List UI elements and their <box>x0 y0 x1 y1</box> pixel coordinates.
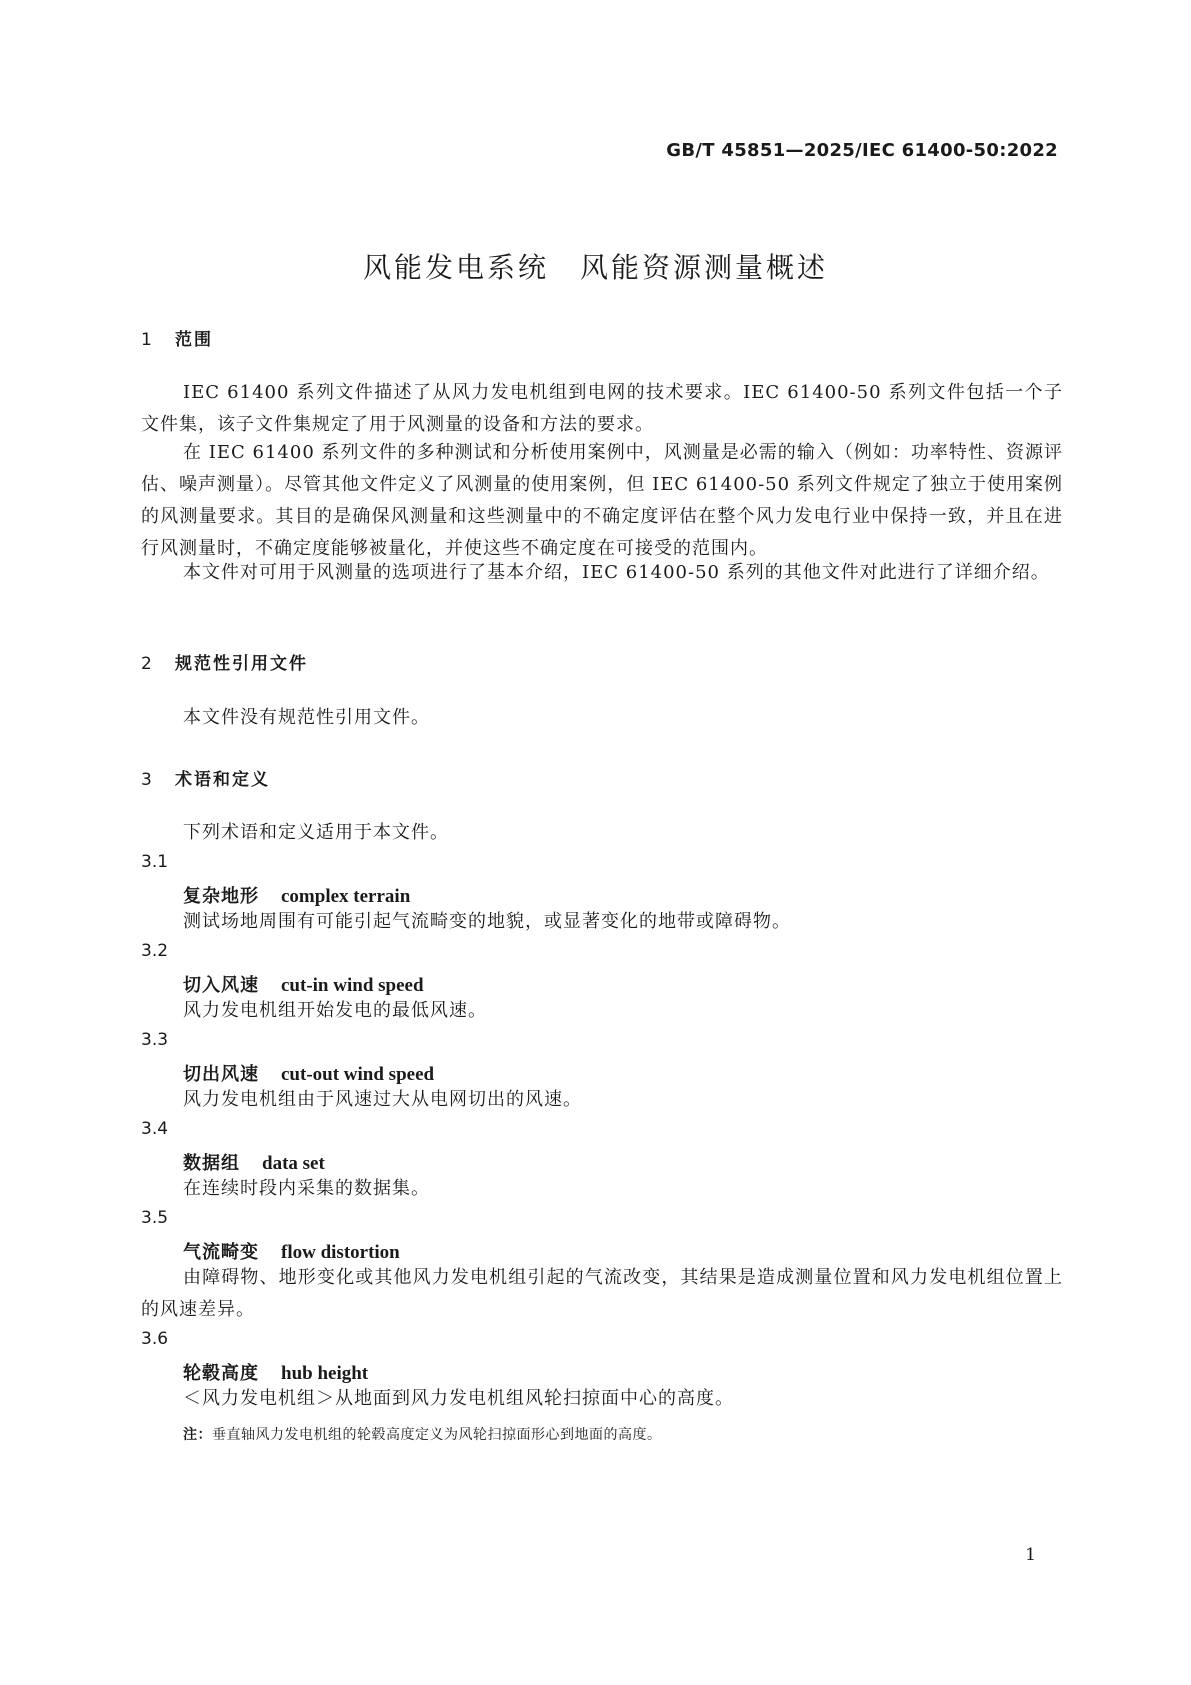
term-en: flow distortion <box>281 1242 400 1263</box>
term-definition: 在连续时段内采集的数据集。 <box>183 1178 430 1199</box>
section-number: 2 <box>141 654 154 674</box>
section-title: 规范性引用文件 <box>175 654 308 674</box>
term-entry <box>183 1359 368 1385</box>
term-number: 3.5 <box>141 1208 169 1228</box>
term-entry <box>183 1060 434 1086</box>
scope-paragraph: 本文件对可用于风测量的选项进行了基本介绍，IEC 61400-50 系列的其他文件对此进行了详细介绍。 <box>183 562 1050 583</box>
term-en: hub height <box>281 1363 369 1384</box>
section-title: 术语和定义 <box>175 770 270 790</box>
section-number: 3 <box>141 770 154 790</box>
term-en: data set <box>262 1153 325 1174</box>
term-number: 3.2 <box>141 941 169 961</box>
section-heading-scope <box>141 325 213 350</box>
term-number: 3.1 <box>141 852 169 872</box>
term-note <box>183 1424 662 1444</box>
note-text: 垂直轴风力发电机组的轮毂高度定义为风轮扫掠面形心到地面的高度。 <box>212 1427 662 1443</box>
term-en: cut-out wind speed <box>281 1064 435 1085</box>
standard-code: GB/T 45851—2025/IEC 61400-50:2022 <box>666 140 1058 161</box>
term-en: cut-in wind speed <box>281 975 424 996</box>
section-number: 1 <box>141 330 154 350</box>
normative-references-paragraph: 本文件没有规范性引用文件。 <box>183 707 430 728</box>
term-entry <box>183 1149 325 1175</box>
term-definition: 风力发电机组由于风速过大从电网切出的风速。 <box>183 1089 582 1110</box>
note-label: 注： <box>183 1427 212 1443</box>
term-entry <box>183 971 424 997</box>
terms-intro: 下列术语和定义适用于本文件。 <box>183 822 449 843</box>
term-number: 3.6 <box>141 1329 169 1349</box>
term-number: 3.4 <box>141 1119 169 1139</box>
term-en: complex terrain <box>281 886 411 907</box>
term-entry <box>183 1238 400 1264</box>
term-definition: 测试场地周围有可能引起气流畸变的地貌，或显著变化的地带或障碍物。 <box>183 911 791 932</box>
term-zh: 轮毂高度 <box>183 1363 259 1384</box>
term-entry <box>183 882 410 908</box>
term-zh: 数据组 <box>183 1153 240 1174</box>
term-zh: 切入风速 <box>183 975 259 996</box>
section-title: 范围 <box>175 330 213 350</box>
term-zh: 切出风速 <box>183 1064 259 1085</box>
scope-paragraph: 在 IEC 61400 系列文件的多种测试和分析使用案例中，风测量是必需的输入（例如：功率特性、资源评估、噪声测量）。尽管其他文件定义了风测量的使用案例，但 IEC 61400-50 系列文件规定了独立于使用案例的风测量要求。其目的是确保风测量和这些测量中的不确定度评估在整个风力发电行业中保持一致，并且在进行风测量时，不确定度能够被量化，并使这些不确定度在可接受的范围内。 <box>141 442 1063 559</box>
scope-paragraph: IEC 61400 系列文件描述了从风力发电机组到电网的技术要求。IEC 61400-50 系列文件包括一个子文件集，该子文件集规定了用于风测量的设备和方法的要求。 <box>141 382 1063 435</box>
term-zh: 复杂地形 <box>183 886 259 907</box>
term-definition: 由障碍物、地形变化或其他风力发电机组引起的气流改变，其结果是造成测量位置和风力发电机组位置上的风速差异。 <box>141 1267 1063 1320</box>
section-heading-normative-references <box>141 649 308 674</box>
term-definition: 风力发电机组开始发电的最低风速。 <box>183 1000 487 1021</box>
term-zh: 气流畸变 <box>183 1242 259 1263</box>
page-number: 1 <box>1025 1545 1036 1565</box>
term-number: 3.3 <box>141 1030 169 1050</box>
document-title: 风能发电系统 风能资源测量概述 <box>362 251 828 284</box>
section-heading-terms <box>141 765 270 790</box>
term-definition: ＜风力发电机组＞从地面到风力发电机组风轮扫掠面中心的高度。 <box>183 1388 734 1409</box>
